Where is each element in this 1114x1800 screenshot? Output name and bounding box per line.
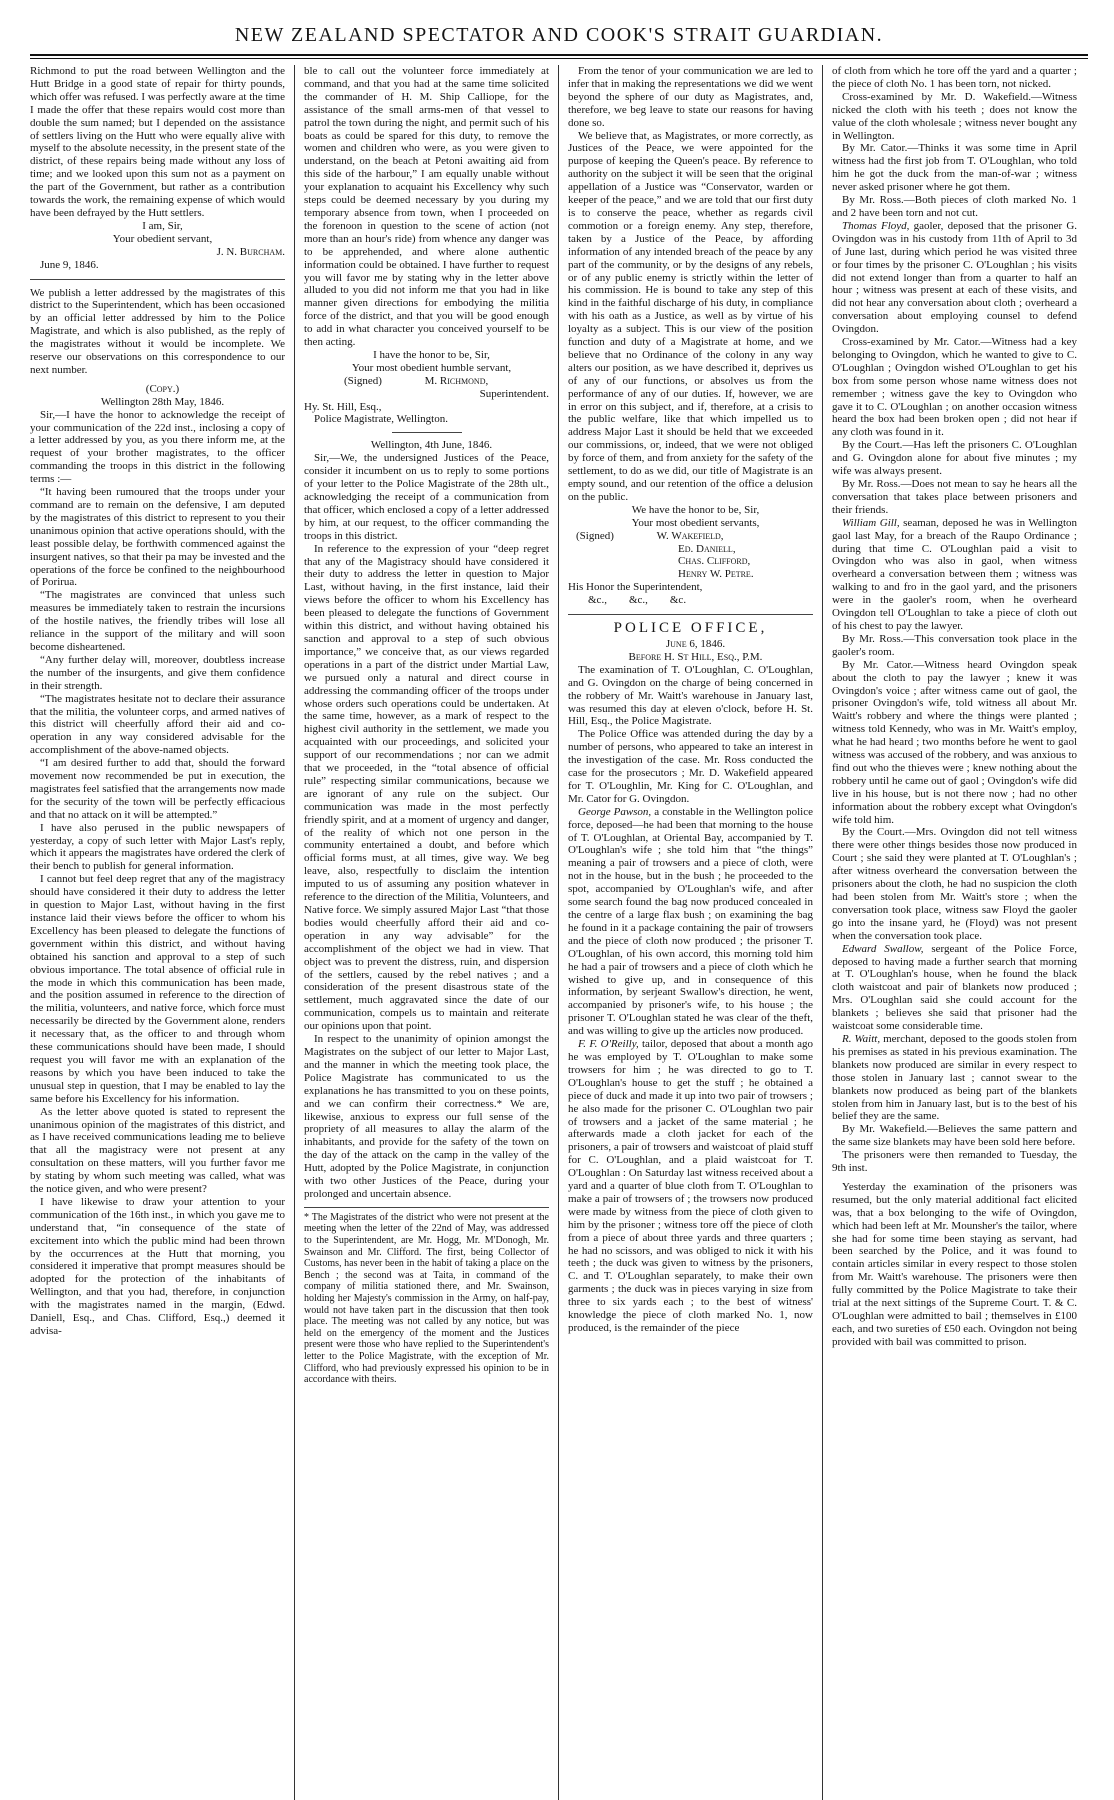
masthead-rule: [30, 54, 1088, 59]
signature: M. Richmond,: [424, 374, 489, 387]
masthead: NEW ZEALAND SPECTATOR AND COOK'S STRAIT GUARDIAN.: [234, 24, 884, 46]
testimony: [832, 220, 1077, 336]
letter-date: June 9, 1846.: [40, 258, 99, 271]
testimony-text: By Mr. Ross.—Both pieces of cloth marked No. 1 and 2 have been torn and not cut.: [832, 194, 1077, 219]
testimony-text: of cloth from which he tore off the yard and a quarter ; the piece of cloth No. 1 has been torn, not nicked.: [832, 65, 1077, 90]
addressee: His Honor the Superintendent,: [568, 581, 703, 594]
article-text: Richmond to put the road between Wellington and the Hutt Bridge in a good state of repair for thirty pounds, which offer was refused. I was perfectly aware at the time I made the offer that these repairs would cost more than double the sum named; but I depended on the assistance of settlers living on the Hutt who were equally alive with myself to the absolute necessity, in the present state of the district, of these repairs being made without any loss of time; and we looked upon this sum not as a payment on the part of the Government, but rather as a contribution towards the work, the remaining expense of which would have been defrayed by the Hutt settlers.: [30, 65, 285, 219]
testimony-text: a constable in the Wellington police force, deposed—he had been that morning to the house of T. O'Loughlan, at Oriental Bay, accompanied by T. O'Loughlan's wife ; she told him that “the things” meaning a pair of trowsers and a piece of cloth, were not in the house, but in the bush ; he proceeded to the spot, accompanied by O'Loughlan's wife, and after some search found the bag now produced concealed in the centre of a large flax bush ; on examining the bag he found in it a package containing the pair of trowsers and the piece of cloth now produced ; the prisoner T. O'Loughlan, of his own accord, this morning told him he had a pair of trowsers and a piece of cloth which he wished to give up, and in consequence of this information, by serjeant Swallow's direction, he went, accompanied by prisoner's wife, to his house ; the prisoner T. O'Loughlan stated he was clear of the theft, and was willing to give up the articles now produced.: [568, 805, 813, 1038]
letter-text: From the tenor of your communication we are led to infer that in making the representations we did we went beyond the sphere of our duty as Magistrates, and, therefore, we beg leave to state our reasons for having done so.: [568, 65, 813, 129]
testimony: [568, 806, 813, 1038]
signature: W. Wakefield,: [656, 529, 724, 542]
testimony-text: By Mr. Wakefield.—Believes the same pattern and the same size blankets may have been sold here before.: [832, 1123, 1077, 1149]
section-divider: [30, 279, 285, 280]
column-1: [30, 65, 294, 1800]
closing-line: I am, Sir,: [142, 219, 183, 232]
quoted-text: “The magistrates are convinced that unless such measures be immediately taken to restrain the incursions of the hostile natives, the friendly tribes will lose all reliance in the support of the military and will soon become disheartened.: [30, 589, 285, 653]
quoted-text: “It having been rumoured that the troops under your command are to remain on the defensive, I am deputed by the magistrates of this district to represent to you their unanimous opinion that active operations should, with the least possible delay, be forthwith commenced against the insurgent natives, so that their pa may be invested and the operations of the force be confined to the neighbourhood of Porirua.: [30, 486, 285, 589]
signed-label: (Signed): [576, 529, 614, 542]
testimony-text: gaoler, deposed that the prisoner G. Ovingdon was in his custody from 11th of April to 3d of June last, during which period he was visited three or four times by the prisoner C. O'Loughlan ; his visits did not extend longer than from a quarter to half an hour ; witness was present at each of these visits, and did not hear any conversation about cloth ; overheard a conversation about employing counsel to defend Ovingdon.: [832, 219, 1078, 336]
column-4: [822, 65, 1086, 1800]
letter-text: In respect to the unanimity of opinion amongst the Magistrates on the subject of our letter to Major Last, and the manner in which the meeting took place, the Police Magistrate has communicated to us the explanations he has transmitted to you on these points, and we can confirm their correctness.* We are, likewise, anxious to express our full sense of the propriety of all measures to allay the alarm of the inhabitants, and provide for the safety of the town on the day of the attack on the camp in the valley of the Hutt, adopted by the Police Magistrate, in conjunction with two other Justices of the Peace, during your prolonged and uncertain absence.: [304, 1033, 549, 1200]
signature: Chas. Clifford,: [678, 555, 751, 568]
witness-name: F. F. O'Reilly,: [578, 1038, 639, 1051]
section-heading: POLICE OFFICE,: [613, 620, 768, 637]
dateline: Wellington, 4th June, 1846.: [370, 439, 493, 452]
letter-text: We believe that, as Magistrates, or more correctly, as Justices of the Peace, we were appointed for the purpose of keeping the Queen's peace. By reference to authority on the subject it will be seen that the original appellation of a Justice was “Conservator, warden or keeper of the peace,” and we are told that our first duty is to conserve the peace, whether as regards civil commotion or a foreign enemy. Any step, therefore, taken by a Justice of the Peace, by affording information of any intended breach of the peace by any part of the community, or by the designs of any rebels, or of any public enemy is strictly within the letter of his commission. He is bound to take any step of this kind in the faithful discharge of his duty, in compliance with his oath as a Justice, as well as by virtue of his loyalty as a subject. This is our view of the position function and duty of a Magistrate at home, and we believe that no Ordinance of the colony in any way alters our position, as we have described it, deprives us of any of our functions, or absolves us from the performance of any of our duties. If, however, we are in error on this subject, and if, therefore, at a crisis to the public welfare, like that which impelled us to address Major Last it should be held that we exceeded our commissions, or, indeed, that we were not obliged by force of them, and from anxiety for the safety of the settlement, to do as we did, our title of Magistrate is an empty sound, and our retention of the office a delusion on the public.: [568, 129, 813, 503]
closing-line: Your most obedient humble servant,: [351, 361, 512, 374]
letter-text: Sir,—I have the honor to acknowledge the receipt of your communication of the 22d inst., inclosing a copy of a letter addressed by you, as you there inform me, at the request of your brother magistrates, to the officer commanding the troops in this district in the following terms :—: [30, 408, 285, 486]
letter-text: I cannot but feel deep regret that any of the magistracy should have considered it their duty to address the letter in question to Major Last, without having in the first instance laid their views before the officer to whom his Excellency has been pleased to delegate the functions of government within this district, and without having obtained his sanction and approval to a step of such obvious importance. The total absence of official rule in the mode in which this communication has been made, and the position assumed in reference to the direction of the militia, volunteers, and native force, which force must necessarily be directed by the Government alone, renders it necessary that, as the officer to and through whom these communications should have been made, I should request you will favor me with an explanation of the reasons by which you have been induced to take the unusual step in question, that I may be enabled to lay the same before his Excellency for his information.: [30, 873, 285, 1105]
addressee: Hy. St. Hill, Esq.,: [304, 400, 382, 413]
testimony-text: Cross-examined by Mr. Cator.—Witness had a key belonging to Ovingdon, which he wanted to give to C. O'Loughlan ; Ovingdon wished O'Loughlan to get his box from some person whose name witness does not remember ; witness gave the key to Ovingdon who gave it to C. O'Loughlan ; on another occasion witness heard the box had been broken open ; did not hear if any cloth was found in it.: [832, 336, 1077, 439]
addressee: Police Magistrate, Wellington.: [314, 413, 448, 426]
witness-name: George Pawson,: [578, 805, 652, 818]
footnote: * The Magistrates of the district who were not present at the meeting when the letter of the 22nd of May, was addressed to the Superintendent, are Mr. Hogg, Mr. M'Donogh, Mr. Swainson and Mr. Clifford. The first, being Collector of Customs, has never been in the habit of taking a place on the Bench ; the second was at Taita, in command of the company of militia stationed there, and Mr. Swainson, holding her Majesty's commission in the Army, on half-pay, would not have taken part in the discussion that then took place. The meeting was not called by any notice, but was held on the emergency of the moment and the Justices present were those who have replied to the Superintendent's letter to the Police Magistrate, with the exception of Mr. Clifford, who had previously expressed his opinion to be in accordance with theirs.: [304, 1207, 549, 1386]
testimony-text: By Mr. Ross.—This conversation took place in the gaoler's room.: [832, 632, 1077, 658]
dateline: Wellington 28th May, 1846.: [100, 395, 225, 408]
signed-label: (Signed): [344, 374, 382, 387]
quoted-text: “The magistrates hesitate not to declare their assurance that the militia, the volunteer corps, and armed natives of this district will cheerfully afford their aid and co-operation in any way considered advisable for the accomplishment of the above-named objects.: [30, 692, 285, 757]
signature: Ed. Daniell,: [678, 542, 736, 555]
testimony-text: By the Court.—Has left the prisoners C. O'Loughlan and G. Ovingdon alone for about five minutes ; my wife was always present.: [832, 439, 1077, 478]
testimony: [832, 517, 1077, 633]
letter-text: In reference to the expression of your “deep regret that any of the Magistracy should have considered it their duty to address the letter in question to Major Last, without having, in the first instance, laid their views before the officer to whom his Excellency has been pleased to delegate the functions of Government within this district, and without having obtained his sanction and approval to a step of such obvious importance,” we conceive that, as our views regarded operations in a part of the district under Martial Law, we pursued only a natural and direct course in addressing the commanding officer of the troops under whose orders such operations could be undertaken. At the same time, however, as a mark of respect to the highest civil authority in the settlement, we made you acquainted with our proceedings, and solicited your support of our recommendations ; nor can we admit that we proceeded, in the “total absence of official rule” respecting similar communications, because we are ignorant of any rule on the subject. Our communication was made in the most perfectly friendly spirit, and at a moment of urgency and danger, of the reality of which not one person in the community entertained a doubt, and before which official forms must, at all times, give way. We beg leave, also, respectfully to disclaim the intention imputed to us of assuming any position whatever in reference to the direction of the Militia, Volunteers, and Native force. We simply assured Major Last “that those bodies would cheerfully afford their aid and co-operation in any way advisable” for the accomplishment of the object we had in view. That object was to prevent the distress, ruin, and dispersion of the settlers, caused by the rebel natives ; and a consideration of the present disastrous state of the settlement, much aggravated since the date of our communication, compels us to maintain and reiterate our opinions upon that point.: [304, 542, 549, 1033]
testimony-text: By Mr. Cator.—Thinks it was some time in April witness had the first job from T. O'Loughlan, who told him he got the duck from the man-of-war ; witness never asked prisoner where he got them.: [832, 142, 1077, 194]
report-text: The Police Office was attended during the day by a number of persons, who appeared to take an interest in the investigation of the case. Mr. Ross conducted the case for the prosecutors ; Mr. D. Wakefield appeared for T. O'Loughlin, Mr. King for C. O'Loughlan, and Mr. Cator for G. Ovingdon.: [568, 728, 813, 805]
testimony-text: seaman, deposed he was in Wellington gaol last May, for a breach of the Raupo Ordinance ; during that time C. O'Loughlan paid a visit to Ovingdon who was also in gaol, when witness overheard a conversation between them ; witness was walking to and fro in the gaol yard, and the prisoners were in the gaoler's room, when he overheard Ovingdon tell O'Loughlan to take a piece of cloth out of his chest to pay the lawyer.: [832, 516, 1078, 632]
witness-name: R. Waitt,: [842, 1032, 881, 1045]
testimony-text: merchant, deposed to the goods stolen from his premises as stated in his previous examination. The blankets now produced are similar in every respect to those stolen in January last ; cannot swear to the blankets now produced as being part of the blankets stolen from him in January last, but is to the best of his belief they are the same.: [832, 1032, 1077, 1123]
testimony-text: By Mr. Cator.—Witness heard Ovingdon speak about the cloth to pay the lawyer ; knew it was Ovingdon's voice ; after witness came out of gaol, the prisoner Ovingdon's wife, told witness all about Mr. Waitt's robbery and where the things were planted ; witness told Kennedy, who was in Mr. Waitt's employ, what he had heard ; two months before he went to gaol witness was accused of the robbery, and was anxious to find out who the thieves were ; knew nothing about the robbery until he came out of gaol ; Ovingdon's wife did live in his house, but is not there now ; had no other information about the robbery except what Ovingdon's wife told him.: [832, 658, 1077, 826]
report-text: Yesterday the examination of the prisoners was resumed, but the only material additional fact elicited was, that a box belonging to the wife of Ovingdon, which had been left at Mr. Mounsher's the tailor, where she had for some time been staying as servant, had been searched by the Police, and it was found to contain articles similar in every respect to those stolen from Mr. Waitt's warehouse. The prisoners were then fully committed by the Police Magistrate to take their trial at the next sittings of the Supreme Court. T. & C. O'Loughlan were admitted to bail ; themselves in £100 each, and two sureties of £50 each. Ovingdon not being provided with bail was committed to prison.: [832, 1180, 1077, 1348]
letter-text: ble to call out the volunteer force immediately at command, and that you had at the same time solicited the commander of H. M. Ship Calliope, for the assistance of the small arms-men of that vessel to patrol the town during the night, and permit such of his boats as could be spared for this duty, to remove the women and children who were, as you were given to understand, on the beach at Petoni awaiting aid from this side of the harbour,” I am equally unable without your explanation to acquaint his Excellency why such steps could be deemed necessary by you during my temporary absence from town, when I proceeded on the forenoon in question to the scene of action (not more than an hour's ride) from whence any danger was to be apprehended, and where alone authentic information could be obtained. I have further to request you will favor me by stating why in the letter above alluded to you did not inform me that you had in like manner given directions for embodying the militia force of the district, and that you will be good enough to add in what character you conceived yourself to be then acting.: [304, 65, 549, 349]
witness-name: William Gill,: [842, 516, 900, 529]
witness-name: Thomas Floyd,: [842, 219, 910, 232]
letter-text: I have also perused in the public newspapers of yesterday, a copy of such letter with Major Last's reply, which it appears the magistrates have ordered the clerk of their bench to publish for general information.: [30, 821, 285, 873]
addressee: &c., &c., &c.: [588, 594, 687, 607]
testimony: [832, 1033, 1077, 1123]
letter-text: As the letter above quoted is stated to represent the unanimous opinion of the magistrates of this district, and as I have received communications leading me to believe that all the magistracy were not present at any consultation on these matters, will you further favor me by stating by whom such meeting was called, what was the notice given, and who were present?: [30, 1105, 285, 1196]
editorial-note: We publish a letter addressed by the magistrates of this district to the Superintendent, which has been occasioned by an official letter addressed by him to the Police Magistrate, and which is also published, as the reply of the magistrates without it would be incomplete. We reserve our observations on this correspondence to our next number.: [30, 286, 285, 376]
column-3: [558, 65, 822, 1800]
section-divider: [392, 432, 462, 433]
closing-line: Your most obedient servants,: [631, 516, 760, 529]
heading-date: June 6, 1846.: [665, 637, 726, 650]
quoted-text: “I am desired further to add that, should the forward movement now recommended be put in execution, the magistrates feel satisfied that the arrangements now made for the security of the town will be perfectly efficacious and that no attack on it will be attempted.”: [30, 757, 285, 821]
signature-line: [568, 530, 813, 543]
section-divider: [568, 614, 813, 615]
testimony: [832, 943, 1077, 1033]
copy-label: (Copy.): [145, 382, 180, 395]
testimony: [568, 1038, 813, 1335]
testimony-text: sergeant of the Police Force, deposed to having made a further search that morning at T. O'Loughlan's house, when he found the black cloth waistcoat and pair of blankets now produced ; Mrs. O'Loughlan said she could account for the blankets ; believes she said that prisoner had the waistcoat some considerable time.: [832, 942, 1077, 1033]
report-text: The examination of T. O'Loughlan, C. O'Loughlan, and G. Ovingdon on the charge of being concerned in the robbery of Mr. Waitt's warehouse in January last, was resumed this day at eleven o'clock, before H. St. Hill, Esq., the Police Magistrate.: [568, 663, 813, 728]
signature-line: [304, 375, 549, 388]
letter-text: Sir,—We, the undersigned Justices of the Peace, consider it incumbent on us to reply to some portions of your letter to the Police Magistrate of the 28th ult., acknowledging the receipt of a communication from that officer, which enclosed a copy of a letter addressed by him, at our request, to the officer commanding the troops in this district.: [304, 452, 549, 542]
testimony-text: By the Court.—Mrs. Ovingdon did not tell witness there were other things besides those now produced in Court ; she said they were planted at T. O'Loughlan's ; after witness overheard the conversation between the prisoners about the cloth, he had no suspicion the cloth had been stolen from Mr. Waitt's store ; when the conversation took place, witness saw Floyd the gaoler go into the insane yard, he (Floyd) was not present when the conversation took place.: [832, 826, 1077, 942]
heading-subtitle: Before H. St Hill, Esq., P.M.: [628, 650, 763, 663]
closing-line: We have the honor to be, Sir,: [631, 503, 760, 516]
testimony-text: tailor, deposed that about a month ago he was employed by T. O'Loughlan to make some trowsers for him ; he was directed to go to T. O'Loughlan's house to get the stuff ; he obtained a piece of duck and made it up into two pair of trowsers ; he also made for the prisoner C. O'Loughlan two pair of trowsers and a jacket of the same material ; he afterwards made a cloth jacket for each of the prisoners, a pair of trowsers and waistcoat of plaid stuff for C. O'Loughlan, and a plaid waistcoat for T. O'Loughlan : On Saturday last witness received about a yard and a quarter of blue cloth from T. O'Loughlan to make a pair of trowsers of ; the trowsers now produced were made by witness from the piece of cloth given to him by the prisoner ; witness tore off the piece of cloth from a piece of about three yards and three quarters ; he had no scissors, and was obliged to nick it with his teeth ; the duck was given to witness by the prisoners, C. and T. O'Loughlan separately, to make their own garments ; the duck was in pieces varying in size from three to six yards each ; to the best of witness' knowledge the piece of cloth marked No. 1, now produced, is the remainder of the piece: [568, 1038, 813, 1334]
closing-line: Your obedient servant,: [112, 232, 213, 245]
letter-text: I have likewise to draw your attention to your communication of the 16th inst., in which you gave me to understand that, “in consequence of the state of excitement into which the public mind had been thrown by the occurrences at the Hutt that morning, you considered it imperative that prompt measures should be adopted for the protection of the inhabitants of Wellington, and that you had, therefore, in conjunction with the magistrates named in the margin, (Edwd. Daniell, Esq., and Chas. Clifford, Esq.,) deemed it advisa-: [30, 1195, 285, 1337]
signature: Henry W. Petre.: [678, 568, 754, 581]
testimony-text: By Mr. Ross.—Does not mean to say he hears all the conversation that takes place between prisoners and their friends.: [832, 478, 1077, 516]
signer-title: Superintendent.: [479, 387, 549, 400]
columns: [30, 65, 1088, 1800]
signature: J. N. Burcham.: [216, 245, 285, 258]
quoted-text: “Any further delay will, moreover, doubtless increase the number of the insurgents, and give them confidence in their strength.: [30, 653, 285, 692]
report-text: The prisoners were then remanded to Tuesday, the 9th inst.: [832, 1149, 1077, 1175]
closing-line: I have the honor to be, Sir,: [373, 348, 490, 361]
testimony-text: Cross-examined by Mr. D. Wakefield.—Witness nicked the cloth with his teeth ; does not know the value of the cloth wholesale ; witness never bought any in Wellington.: [832, 90, 1077, 142]
witness-name: Edward Swallow,: [842, 942, 924, 955]
column-2: [294, 65, 558, 1800]
